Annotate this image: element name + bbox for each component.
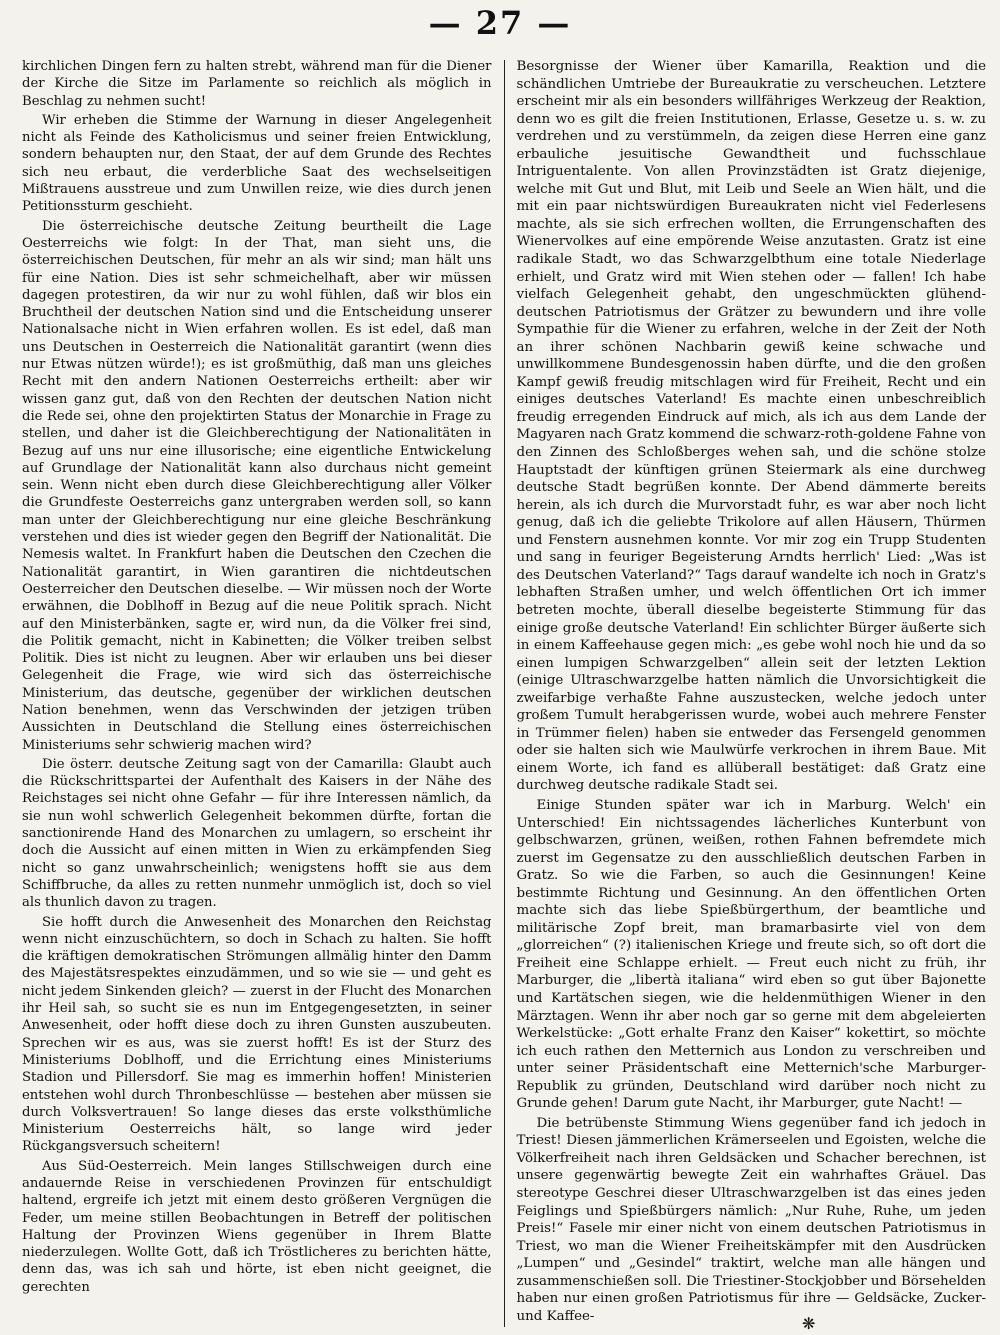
right-paragraph-2: Einige Stunden später war ich in Marburg. Welch' ein Unterschied! Ein nichtssagendes lächerliches Kunterbunt von gelbschwarzen, grünen, weißen, rothen Fahnen befremdete mich zuerst im Gegensatze zu den ausschließlich deutschen Farben in Gratz. So wie die Farben, so auch die Gesinnungen! Keine bestimmte Richtung und Gesinnung. An den öffentlichen Orten machte sich das liebe Spießbürgerthum, der beamtliche und militärische Zopf breit, man bramarbasirte viel von dem „glorreichen“ (?) italienischen Kriege und freute sich, so oft dort die Freiheit eine Schlappe erhielt. — Freut euch nicht zu früh, ihr Marburger, die „libertà italiana“ wird eben so gut über Bajonette und Kartätschen siegen, wie die heldenmüthigen Wiener in den Märztagen. Wenn ihr aber noch gar so gerne mit dem abgeleierten Werkelstücke: „Gott erhalte Franz den Kaiser“ kokettirt, so möchte ich euch rathen den Metternich aus London zu verschreiben und unter seiner Präsidentschaft eine Metternich'sche Marburger-Republik zu gründen, Deutschland wird darüber noch nicht zu Grunde gehen! Darum gute Nacht, ihr Marburger, gute Nacht! —: [516, 797, 986, 1112]
left-paragraph-3: Die österreichische deutsche Zeitung beurtheilt die Lage Oesterreichs wie folgt: In der That, man sieht uns, die österreichischen Deutschen, für mehr an als wir sind; man hält uns für eine Nation. Dies ist sehr schmeichelhaft, aber wir müssen dagegen protestiren, da wir nur zu wohl fühlen, daß wir blos ein Bruchtheil der deutschen Nation sind und die Entscheidung unserer Nationalsache nicht in Wien erfahren wollen. Es ist edel, daß man uns Deutschen in Oesterreich die Nationalität garantirt (wenn dies nur Etwas nützen würde!); es ist großmüthig, daß man uns gleiches Recht mit den andern Nationen Oesterreichs ertheilt: aber wir wissen ganz gut, daß von den Rechten der deutschen Nation nicht die Rede sei, ohne den projektirten Status der Monarchie in Frage zu stellen, und daher ist die Gleichberechtigung der Nationalitäten in Bezug auf uns nur eine illusorische; eine eigentliche Entwickelung auf Grundlage der Nationalität kann also durchaus nicht gemeint sein. Wenn nicht eben durch diese Gleichberechtigung aller Völker die Grundfeste Oesterreichs ganz untergraben werden soll, so kann man unter der Gleichberechtigung nur eine gleiche Beschränkung verstehen und dies ist wieder gegen den Begriff der Nationalität. Die Nemesis waltet. In Frankfurt haben die Deutschen den Czechen die Nationalität garantirt, in Wien garantiren die nichtdeutschen Oesterreicher den Deutschen dieselbe. — Wir müssen noch der Worte erwähnen, die Doblhoff in Bezug auf die neue Politik sprach. Nicht auf den Ministerbänken, sagte er, wird nun, da die Völker frei sind, die Politik gemacht, nicht in Kabinetten; die Völker treiben selbst Politik. Dies ist nicht zu leugnen. Aber wir erlauben uns bei dieser Gelegenheit die Frage, wie wird sich das österreichische Ministerium, das deutsche, gegenüber der wirklichen deutschen Nation benehmen, wenn das Verschwinden der jetzigen trüben Aussichten in Deutschland die Stellung eines österreichischen Ministeriums sehr schwierig machen wird?: [22, 218, 492, 753]
end-ornament: ❋: [802, 1314, 816, 1333]
page-number: — 27 —: [428, 4, 572, 42]
right-paragraph-3: Die betrübenste Stimmung Wiens gegenüber fand ich jedoch in Triest! Diesen jämmerlichen Krämerseelen und Egoisten, welche die Völkerfreiheit nach ihren Geldsäcken und Schacher berechnen, ist unsere gegenwärtig bewegte Zeit ein wahrhaftes Gräuel. Das stereotype Geschrei dieser Ultraschwarzgelben ist das eines jeden Feiglings und Spießbürgers nämlich: „Nur Ruhe, Ruhe, um jeden Preis!“ Fasele mir einer nicht von einem deutschen Patriotismus in Triest, wo man die Wiener Freiheitskämpfer mit den Ausdrücken „Lumpen“ und „Gesindel“ traktirt, welche man alle hängen und zusammenschießen soll. Die Triestiner-Stockjobber und Börsehelden haben nur einen großen Patriotismus für ihre — Geldsäcke, Zucker- und Kaffee-: [516, 1115, 986, 1324]
left-paragraph-2: Wir erheben die Stimme der Warnung in dieser Angelegenheit nicht als Feinde des Katholicismus und seiner freien Entwicklung, sondern behaupten nur, den Staat, der auf dem Grunde des Rechtes sich neu erbaut, die verderbliche Saat des wechselseitigen Mißtrauens ausstreue und zum Unwillen reize, wie dies durch jenen Petitionssturm geschieht.: [22, 112, 492, 215]
right-column: [505, 58, 987, 1327]
left-paragraph-5: Sie hofft durch die Anwesenheit des Monarchen den Reichstag wenn nicht einzuschüchtern, so doch in Schach zu halten. Sie hofft die kräftigen demokratischen Strömungen allmälig hinter den Damm des Majestätsrespektes einzudämmen, und so wie sie — und geht es nicht jedem Sinkenden gleich? — zuerst in der Flucht des Monarchen ihr Heil sah, so sucht sie es nun im Entgegengesetzten, in seiner Anwesenheit, oder hofft diese doch zu ihren Gunsten auszubeuten. Sprechen wir es aus, was sie zuerst hofft! Es ist der Sturz des Ministeriums Doblhoff, und die Errichtung eines Ministeriums Stadion und Pillersdorf. Sie mag es immerhin hoffen! Ministerien entstehen wohl durch Thronbeschlüsse — bestehen aber müssen sie durch Volksvertrauen! So lange dieses das erste volksthümliche Ministerium Oesterreichs hält, so lange wird jeder Rückgangsversuch scheitern!: [22, 914, 492, 1155]
left-paragraph-6: Aus Süd-Oesterreich. Mein langes Stillschweigen durch eine andauernde Reise in verschiedenen Provinzen für entschuldigt haltend, ergreife ich jetzt mit einem desto größeren Vergnügen die Feder, um meine stillen Beobachtungen in Betreff der politischen Haltung der Provinzen Wiens gegenüber in Ihrem Blatte niederzulegen. Wollte Gott, daß ich Tröstlicheres zu berichten hätte, denn das, was ich sah und hörte, ist eben nicht geeignet, die gerechten: [22, 1158, 492, 1295]
left-paragraph-4: Die österr. deutsche Zeitung sagt von der Camarilla: Glaubt auch die Rückschrittspartei der Aufenthalt des Kaisers in der Nähe des Reichstages sei nicht ohne Gefahr — für ihre Interessen nämlich, da sie nun wohl schwerlich Gelegenheit bekommen dürfte, fortan die sanctionirende Hand des Monarchen zu umlagern, so erscheint ihr doch die Aussicht auf einen mitten in Wien zu erkämpfenden Sieg nicht so ganz unwahrscheinlich; wenigstens hofft sie aus dem Schiffbruche, da alles zu retten nunmehr unmöglich ist, doch so viel als thunlich davon zu tragen.: [22, 756, 492, 911]
left-paragraph-1: kirchlichen Dingen fern zu halten strebt, während man für die Diener der Kirche die Sitze im Parlamente so reichlich als möglich in Beschlag zu nehmen sucht!: [22, 59, 492, 109]
right-paragraph-1: Besorgnisse der Wiener über Kamarilla, Reaktion und die schändlichen Umtriebe der Bureaukratie zu verscheuchen. Letztere erscheint mir als ein besonders willfähriges Werkzeug der Reaktion, denn wo es gilt die freien Institutionen, Erlasse, Gesetze u. s. w. zu verdrehen und zu verstümmeln, da zeigen diese Herren eine ganz erbauliche jesuitische Gewandtheit und fuchsschlaue Intriguentalente. Von allen Provinzstädten ist Gratz diejenige, welche mit Gut und Blut, mit Leib und Seele an Wien hält, und die mit ein paar nichtswürdigen Bureaukraten nicht viel Federlesens machte, als sie sich erfrechen wollten, die Errungenschaften des Wienervolkes auf eine empörende Weise anzutasten. Gratz ist eine radikale Stadt, wo das Schwarzgelbthum eine totale Niederlage erhielt, und Gratz wird mit Wien stehen oder — fallen! Ich habe vielfach Gelegenheit gehabt, den ungeschmückten glühend-deutschen Patriotismus der Grätzer zu bewundern und ihre volle Sympathie für die Wiener zu erfahren, welche in der Zeit der Noth an ihrer schönen Nachbarin gewiß keine schwache und unwillkommene Bundesgenossin haben dürfte, und die den großen Kampf gewiß freudig mitschlagen wird für Freiheit, Recht und ein einiges deutsches Vaterland! Es machte einen unbeschreiblich freudig erregenden Eindruck auf mich, als ich aus dem Lande der Magyaren nach Gratz kommend die schwarz-roth-goldene Fahne von den Zinnen des Schloßberges wehen sah, und die schöne stolze Hauptstadt der künftigen grünen Steiermark als eine durchweg deutsche Stadt begrüßen konnte. Der Abend dämmerte bereits herein, als ich durch die Murvorstadt fuhr, es war aber noch licht genug, daß ich die geliebte Trikolore auf allen Häusern, Thürmen und Fenstern ausnehmen konnte. Vor mir zog ein Trupp Studenten und sang in feuriger Begeisterung Arndts herrlich' Lied: „Was ist des Deutschen Vaterland?“ Tags darauf wandelte ich noch in Gratz's lebhaften Straßen umher, und welch öffentlichen Ort ich immer betreten mochte, überall dieselbe begeisterte Stimmung für das einige große deutsche Vaterland! Ein schlichter Bürger äußerte sich in einem Kaffeehause gegen mich: „es gebe wohl noch hie und da so einen lumpigen Schwarzgelben“ allein seit der letzten Lektion (einige Ultraschwarzgelbe hatten nämlich die Unvorsichtigkeit die zweifarbige verhaßte Fahne auszustecken, welche jedoch unter großem Tumult herabgerissen wurde, wobei auch mehrere Fenster in Trümmer fielen) haben sie entweder das Fersengeld genommen oder sie halten sich wie Maulwürfe verkrochen in ihrem Baue. Mit einem Worte, ich fand es allüberall bestätiget: daß Gratz eine durchweg deutsche radikale Stadt sei.: [516, 59, 986, 794]
text-columns: [22, 58, 986, 1327]
left-column: [22, 58, 504, 1327]
